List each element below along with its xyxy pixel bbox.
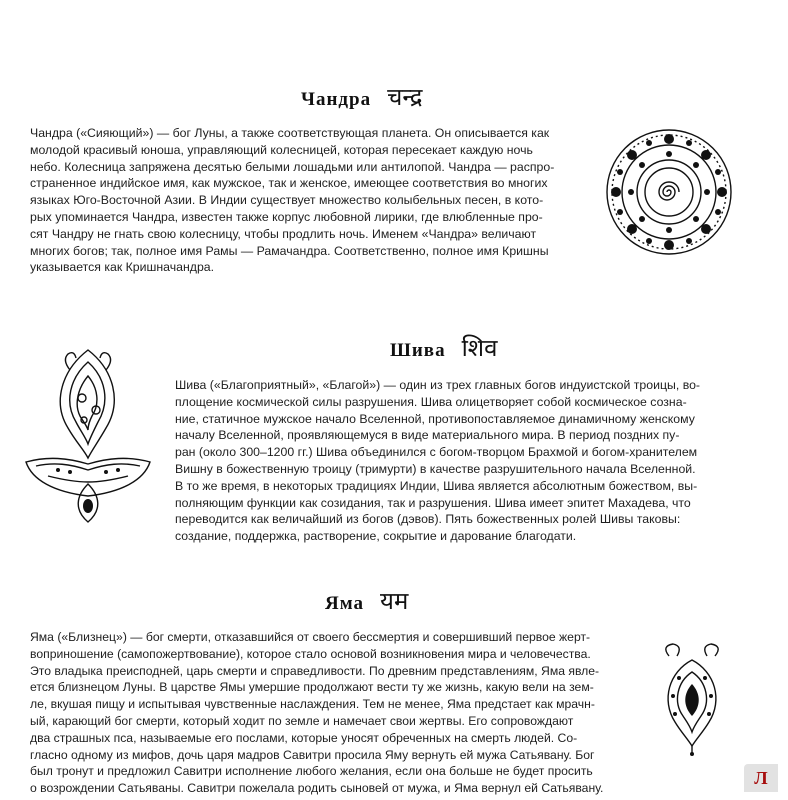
paragraph-line: два страшных пса, называемые его послами, которые уносят обреченных на смерть людей. Со-: [30, 730, 578, 745]
paragraph-line: Яма («Близнец») — бог смерти, отказавшийся от своего бессмертия и совершивший первое жерт-: [30, 630, 591, 644]
paragraph-line: о возрождении Сатьяваны. Савитри пожелала родить сыновей от мужа, и Яма вернул ей Сатьявану.: [30, 781, 604, 796]
paragraph-line: Шива («Благоприятный», «Благой») — один из трех главных богов индуистской троицы, во-: [175, 378, 701, 392]
shiva-devanagari: शिव: [461, 334, 498, 362]
paragraph-line: молодой красивый юноша, управляющий колесницей, которая пересекает каждую ночь: [30, 142, 533, 157]
paragraph-line: В то же время, в некоторых традициях Индии, Шива является абсолютным божеством, вы-: [175, 478, 698, 493]
publisher-logo: Л: [744, 764, 778, 792]
paragraph-line: ран (около 300–1200 гг.) Шива объединился с богом-творцом Брахмой и богом-хранителем: [175, 445, 698, 460]
yama-paragraph: [30, 629, 640, 797]
chandra-devanagari: चन्द्र: [387, 83, 423, 111]
paragraph-line: началу Вселенной, проявляющемуся в виде материального мира. В период поздних пу-: [175, 428, 680, 443]
paragraph-line: указывается как Кришначандра.: [30, 260, 215, 275]
mandala-icon: [604, 127, 734, 257]
paragraph-line: Вишну в божественную троицу (тримурти) в качестве разрушительного начала Вселенной.: [175, 461, 696, 476]
paragraph-line: Чандра («Сияющий») — бог Луны, а также соответствующая планета. Он описывается как: [30, 126, 550, 140]
paragraph-line: ется близнецом Луны. В царстве Ямы умершие продолжают вести ту же жизнь, какую вели на зем-: [30, 680, 594, 695]
paragraph-line: был тронут и предложил Савитри исполнение любого желания, если она больше не будет просить: [30, 764, 593, 779]
diya-lamp-icon: [18, 340, 158, 530]
paragraph-line: небо. Колесница запряжена десятью белыми лошадьми или антилопой. Чандра — распро-: [30, 159, 555, 174]
paragraph-line: многих богов; так, полное имя Рамы — Рамачандра. Соответственно, полное имя Кришны: [30, 243, 549, 258]
paragraph-line: воприношение (самопожертвование), которое стало основой возникновения мира и человечества.: [30, 646, 591, 661]
paragraph-line: площение космической силы разрушения. Шива олицетворяет собой космическое созна-: [175, 394, 687, 409]
paragraph-line: переводится как величайший из богов (дэвов). Пять божественных ролей Шивы таковы:: [175, 512, 681, 527]
paragraph-line: сят Чандру не гнать свою колесницу, чтобы продлить ночь. Именем «Чандра» величают: [30, 226, 537, 241]
paragraph-line: создание, поддержка, растворение, сокрытие и дарование благодати.: [175, 529, 577, 544]
paragraph-line: Это владыка преисподней, царь смерти и справедливости. По древним представлениям, Яма явле-: [30, 663, 600, 678]
paragraph-line: языках Юго-Восточной Азии. В Индии существует множество колыбельных песен, в кото-: [30, 193, 544, 208]
chandra-paragraph: [30, 125, 586, 276]
paragraph-line: ле, вкушая пищу и испытывая чувственные наслаждения. Тем не менее, Яма предстает как мрачн-: [30, 697, 595, 712]
paragraph-line: полняющим функции как созидания, так и разрушения. Шива имеет эпитет Махадева, что: [175, 495, 691, 510]
shiva-paragraph: [175, 377, 731, 545]
shiva-title: Шива: [390, 340, 446, 361]
chandra-heading: [301, 80, 422, 113]
yama-title: Яма: [325, 593, 365, 614]
yama-heading: [325, 584, 408, 617]
paisley-icon: [657, 642, 727, 757]
paragraph-line: гласно одному из мифов, дочь царя мадров Савитри просила Яму вернуть ей мужа Сатьявану. Бог: [30, 747, 595, 762]
paragraph-line: ый, карающий бог смерти, который ходит по земле и намечает свои жертвы. Его сопровождают: [30, 713, 574, 728]
paragraph-line: страненное индийское имя, как мужское, так и женское, имеющее соответствия во многих: [30, 176, 548, 191]
shiva-heading: [390, 331, 497, 364]
paragraph-line: рых упоминается Чандра, известен также корпус любовной лирики, где влюбленные про-: [30, 209, 543, 224]
paragraph-line: ние, статичное мужское начало Вселенной, противопоставляемое динамичному женскому: [175, 411, 695, 426]
chandra-title: Чандра: [301, 89, 372, 110]
yama-devanagari: यम: [380, 587, 409, 615]
